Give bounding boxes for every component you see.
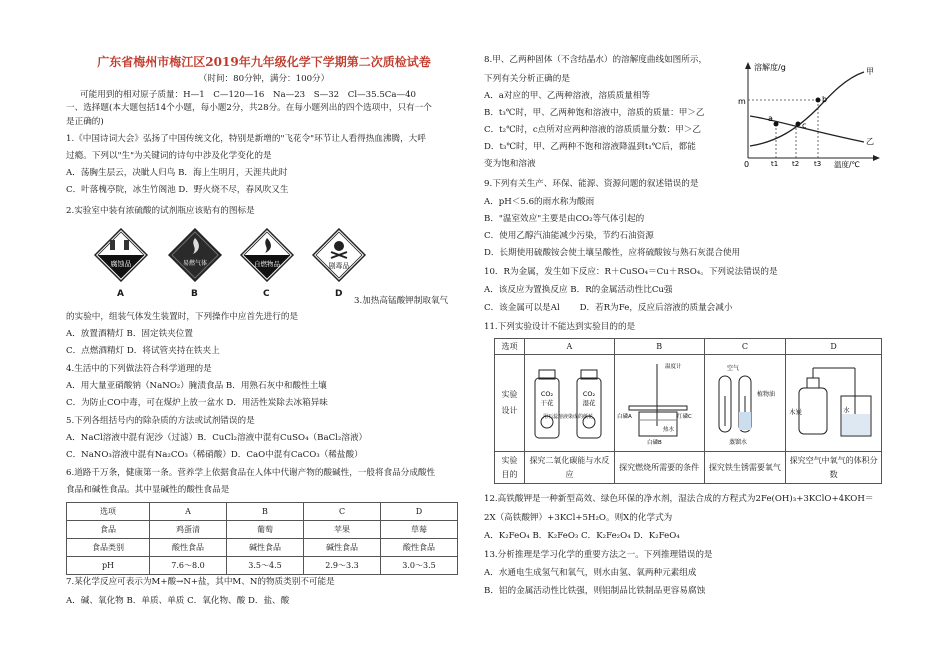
table-cell: 2.9～3.3 bbox=[304, 557, 381, 575]
q13-option-a: A．水通电生成氢气和氧气，则水由氢、氧两种元素组成 bbox=[484, 568, 697, 578]
table-cell: 3.5～4.5 bbox=[227, 557, 304, 575]
experiment-b-figure bbox=[614, 355, 704, 452]
table-cell: 探究空气中氧气的体积分数 bbox=[786, 452, 882, 484]
hazard-b-label: 易燃气体 bbox=[182, 260, 208, 267]
hazard-d-label: 剧毒品 bbox=[328, 262, 350, 270]
table-cell: 3.0～3.5 bbox=[381, 557, 458, 575]
point-a bbox=[774, 122, 779, 127]
table-cell: A bbox=[150, 503, 227, 521]
point-b bbox=[816, 98, 821, 103]
table-cell: B bbox=[614, 339, 704, 355]
q5-stem: 5.下列各组括号内的除杂质的方法或试剂错误的是 bbox=[66, 416, 255, 426]
table-cell: C bbox=[304, 503, 381, 521]
table-cell: C bbox=[704, 339, 786, 355]
q8-stem-cont: 下列有关分析正确的是 bbox=[484, 74, 570, 84]
fig-a-dry-flower: 干花 bbox=[540, 399, 554, 407]
table-cell: 碱性食品 bbox=[304, 539, 381, 557]
table-cell bbox=[495, 355, 525, 452]
q5-options-cd: C．NaNO₃溶液中混有Na₂CO₃（稀硝酸）D．CaO中混有CaCO₃（稀盐酸） bbox=[66, 450, 363, 460]
table-cell: 探究燃烧所需要的条件 bbox=[614, 452, 704, 484]
experiment-table bbox=[494, 338, 882, 484]
experiment-d-figure bbox=[786, 355, 882, 452]
table-cell: 选项 bbox=[67, 503, 150, 521]
hazard-a-label: 腐蚀品 bbox=[110, 260, 132, 268]
table-cell: pH bbox=[67, 557, 150, 575]
q8-option-b: B．t₃℃时，甲、乙两种饱和溶液中，溶质的质量：甲＞乙 bbox=[484, 108, 705, 118]
fig-b-white-p-a: 白磷A bbox=[617, 414, 632, 420]
table-row bbox=[67, 503, 458, 521]
curve-yi-label: 乙 bbox=[866, 137, 874, 146]
solubility-graph bbox=[736, 58, 882, 170]
point-c bbox=[796, 122, 801, 127]
q7-options: A．碱、氧化物 B．单质、单质 C．氧化物、酸 D．盐、酸 bbox=[66, 596, 290, 606]
hazard-sign-d bbox=[312, 228, 366, 287]
fig-b-thermometer: 温度计 bbox=[665, 364, 682, 370]
table-row bbox=[495, 452, 882, 484]
table-cell: 探究铁生锈需要氧气 bbox=[704, 452, 786, 484]
table-cell: 食品 bbox=[67, 521, 150, 539]
table-row bbox=[67, 557, 458, 575]
q8-option-d: D．t₃℃时，甲、乙两种不饱和溶液降温到t₁℃后，都能 bbox=[484, 142, 696, 152]
fig-a-paper-flower: 用石蕊溶液染成的纸花 bbox=[543, 414, 594, 420]
hazard-c-label: 自燃物品 bbox=[254, 260, 280, 268]
q10-options-cd: C．该金属可以是Al D．若R为Fe，反应后溶液的质量会减小 bbox=[484, 303, 733, 313]
fig-a-co2-2: CO₂ bbox=[583, 390, 596, 398]
table-cell: 苹果 bbox=[304, 521, 381, 539]
table-cell: 食品类别 bbox=[67, 539, 150, 557]
table-cell: 葡萄 bbox=[227, 521, 304, 539]
table-cell: A bbox=[525, 339, 615, 355]
table-cell: 7.6～8.0 bbox=[150, 557, 227, 575]
experiment-c-figure bbox=[704, 355, 786, 452]
hazard-letter-b: B bbox=[191, 289, 198, 299]
q5-options-ab: A．NaCl溶液中混有泥沙（过滤）B．CuCl₂溶液中混有CuSO₄（BaCl₂溶液） bbox=[66, 433, 368, 443]
fig-a-co2-1: CO₂ bbox=[541, 390, 554, 398]
q3-options-cd: C．点燃酒精灯 D．将试管夹持在铁夹上 bbox=[66, 346, 220, 356]
tick-t3: t3 bbox=[814, 160, 822, 168]
exam-subtitle: （时间：80分钟，满分：100分） bbox=[198, 74, 330, 84]
page-title: 广东省梅州市梅江区2019年九年级化学下学期第二次质检试卷 bbox=[97, 55, 431, 69]
q9-option-d: D．长期使用硫酸铵会使土壤呈酸性，应将硫酸铵与熟石灰混合使用 bbox=[484, 248, 741, 258]
fig-b-hot-water: 热水 bbox=[663, 427, 675, 433]
q13-option-b: B．铝的金属活动性比铁强，则铝制品比铁制品更容易腐蚀 bbox=[484, 586, 706, 596]
q10-stem: 10．R为金属，发生如下反应：R＋CuSO₄＝Cu＋RSO₄。下列说法错误的是 bbox=[484, 267, 778, 277]
fig-c-oil: 植物油 bbox=[756, 391, 775, 398]
q4-options-ab: A．用大量亚硝酸钠（NaNO₂）腌渍食品 B．用熟石灰中和酸性土壤 bbox=[66, 381, 327, 391]
graph-origin: 0 bbox=[744, 160, 750, 169]
atomic-mass-line: 可能用到的相对原子质量：H—1 C—120—16 Na—23 S—32 Cl—35.5Ca—40 bbox=[80, 90, 417, 100]
experiment-a-figure bbox=[525, 355, 615, 452]
design-row-label: 实验设计 bbox=[501, 390, 518, 415]
fig-d-water: 水 bbox=[842, 406, 850, 414]
q13-stem: 13.分析推理是学习化学的重要方法之一。下列推理错误的是 bbox=[484, 550, 713, 560]
q12-stem-cont: 2X（高铁酸钾）+3KCl+5H₂O。则X的化学式为 bbox=[484, 513, 673, 523]
q9-option-b: B．"温室效应"主要是由CO₂等气体引起的 bbox=[484, 214, 645, 224]
ph-table bbox=[66, 502, 458, 575]
fig-b-red-p-c: 红磷C bbox=[677, 414, 692, 420]
q6-stem: 6.道路千万条，健康第一条。营养学上依据食品在人体中代谢产物的酸碱性，一般将食品分成酸性 bbox=[66, 468, 436, 478]
hazard-sign-b bbox=[168, 228, 222, 287]
q10-options-ab: A．该反应为置换反应 B．R的金属活动性比Cu强 bbox=[484, 285, 673, 295]
q1-options-cd: C．叶落槐亭院，冰生竹阁池 D．野火烧不尽，春风吹又生 bbox=[66, 185, 289, 195]
curve-jia-label: 甲 bbox=[866, 67, 874, 76]
point-b-label: b bbox=[822, 95, 828, 104]
q8-stem: 8.甲、乙两种固体（不含结晶水）的溶解度曲线如图所示， bbox=[484, 55, 708, 65]
table-cell: 选项 bbox=[495, 339, 525, 355]
table-row bbox=[67, 539, 458, 557]
q3-stem: 3.加热高锰酸钾制取氧气 bbox=[354, 296, 449, 306]
q7-stem: 7.某化学反应可表示为M+酸→N+盐，其中M、N的物质类别不可能是 bbox=[66, 577, 335, 587]
q1-stem-cont: 过瘾。下列以"生"为关键词的诗句中涉及化学变化的是 bbox=[66, 151, 272, 161]
table-cell: 碱性食品 bbox=[227, 539, 304, 557]
fig-c-air: 空气 bbox=[726, 365, 739, 372]
hazard-letter-c: C bbox=[263, 289, 270, 299]
q4-options-cd: C．为防止CO中毒，可在煤炉上放一盆水 D．用活性炭除去冰箱异味 bbox=[66, 398, 328, 408]
q8-option-a: A．a对应的甲、乙两种溶液，溶质质量相等 bbox=[484, 91, 651, 101]
q8-option-c: C．t₂℃时，c点所对应两种溶液的溶质质量分数：甲＞乙 bbox=[484, 125, 701, 135]
q8-option-d-cont: 变为饱和溶液 bbox=[484, 159, 536, 169]
table-cell: B bbox=[227, 503, 304, 521]
goal-row-label: 实验目的 bbox=[501, 455, 518, 479]
q1-stem: 1.《中国诗词大会》弘扬了中国传统文化，特别是新增的"飞花令"环节让人看得热血沸腾，大呼 bbox=[66, 134, 426, 144]
table-cell bbox=[495, 452, 525, 484]
tick-t1: t1 bbox=[771, 160, 779, 168]
table-cell: D bbox=[381, 503, 458, 521]
table-cell: 酸性食品 bbox=[381, 539, 458, 557]
hazard-sign-c bbox=[240, 228, 294, 287]
table-row bbox=[495, 355, 882, 452]
q2-stem: 2.实验室中装有浓硫酸的试剂瓶应该贴有的图标是 bbox=[66, 206, 255, 216]
graph-ylabel: 溶解度/g bbox=[754, 63, 786, 72]
table-cell: D bbox=[786, 339, 882, 355]
table-cell: 草莓 bbox=[381, 521, 458, 539]
q1-options-ab: A．荡胸生层云，决眦人归鸟 B．海上生明月，天涯共此时 bbox=[66, 168, 288, 178]
hazard-sign-a bbox=[94, 228, 148, 287]
point-a-label: a bbox=[768, 114, 773, 123]
q9-option-c: C．使用乙醇汽油能减少污染，节约石油资源 bbox=[484, 231, 654, 241]
fig-c-water: 蒸馏水 bbox=[728, 439, 747, 446]
tick-t2: t2 bbox=[792, 160, 800, 168]
q3-stem-cont: 的实验中，组装气体发生装置时，下列操作中应首先进行的是 bbox=[66, 312, 299, 322]
hazard-letter-a: A bbox=[117, 289, 124, 299]
q12-stem: 12.高铁酸钾是一种新型高效、绿色环保的净水剂，湿法合成的方程式为2Fe(OH)₃+3KClO+4KOH＝ bbox=[484, 494, 874, 504]
table-row bbox=[67, 521, 458, 539]
table-cell: 鸡蛋清 bbox=[150, 521, 227, 539]
section-heading-cont: 是正确的) bbox=[66, 117, 104, 127]
section-heading: 一、选择题(本大题包括14个小题，每小题2分，共28分。在每小题列出的四个选项中，只有一个 bbox=[66, 103, 432, 113]
fig-d-charcoal: 木炭 bbox=[788, 408, 802, 416]
q9-option-a: A．pH＜5.6的雨水称为酸雨 bbox=[484, 197, 595, 207]
q9-stem: 9.下列有关生产、环保、能源、资源问题的叙述错误的是 bbox=[484, 179, 699, 189]
fig-b-white-p-b: 白磷B bbox=[647, 440, 662, 446]
table-row bbox=[495, 339, 882, 355]
q3-options-ab: A．放置酒精灯 B．固定铁夹位置 bbox=[66, 329, 193, 339]
q6-stem-cont: 食品和碱性食品。其中显碱性的酸性食品是 bbox=[66, 485, 230, 495]
point-c-label: c bbox=[802, 121, 807, 130]
fig-a-wet-flower: 湿花 bbox=[582, 399, 596, 407]
q11-stem: 11.下列实验设计不能达到实验目的的是 bbox=[484, 322, 636, 332]
hazard-letter-d: D bbox=[335, 289, 343, 299]
q4-stem: 4.生活中的下列做法符合科学道理的是 bbox=[66, 364, 212, 374]
graph-m-label: m bbox=[738, 97, 746, 106]
graph-xlabel: 温度/℃ bbox=[834, 160, 860, 169]
q12-options: A．K₂FeO₄ B．K₂FeO₃ C．K₂Fe₂O₄ D．K₂FeO₄ bbox=[484, 531, 680, 541]
curve-jia bbox=[750, 72, 864, 146]
table-cell: 酸性食品 bbox=[150, 539, 227, 557]
table-cell: 探究二氧化碳能与水反应 bbox=[525, 452, 615, 484]
